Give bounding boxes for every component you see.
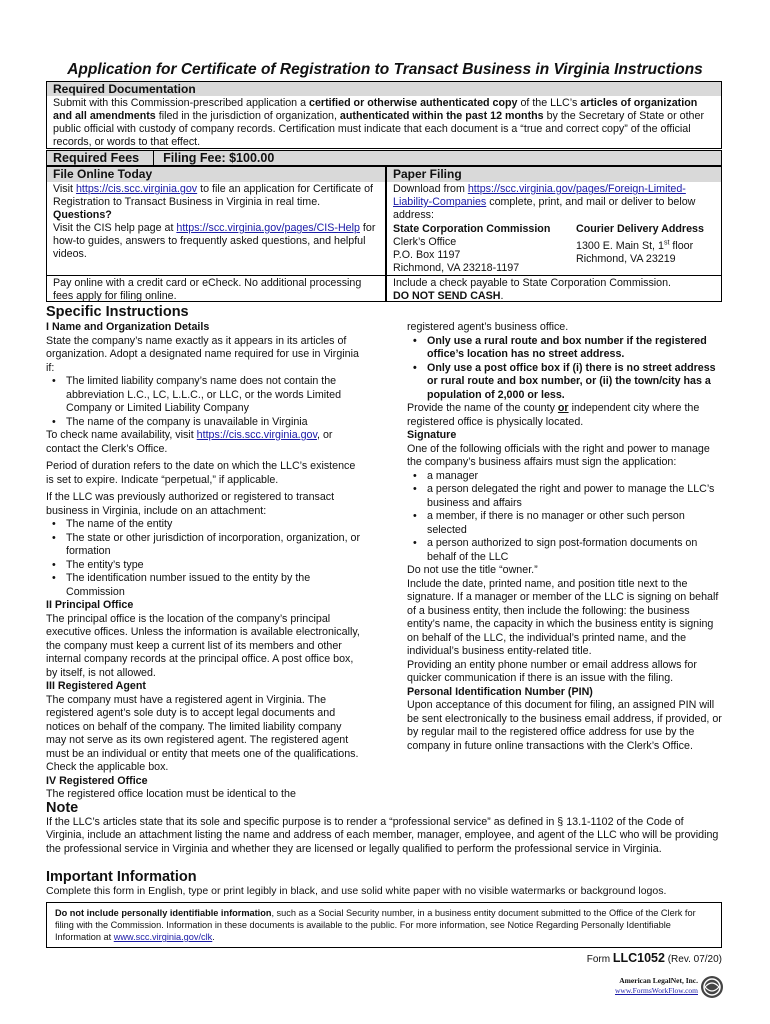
list-item: • The entity’s type <box>66 559 364 573</box>
signature-heading: Signature <box>407 429 457 441</box>
paper-filing-text <box>387 182 721 223</box>
section-1-heading: I Name and Organization Details <box>46 321 210 333</box>
text-span: by the Secretary of State or other public official with custody of company records. Certification must indicate that each document is a “true and correct copy” of the official records, or words to that effect. <box>53 110 705 148</box>
text-span: to file an application for Certificate of Registration to Transact Business in Virginia in real time. <box>53 183 373 208</box>
form-revision: (Rev. 07/20) <box>664 954 722 965</box>
logo-url[interactable]: www.FormsWorkFlow.com <box>614 986 698 995</box>
courier-line: Richmond, VA 23219 <box>576 252 676 265</box>
filing-fee: Filing Fee: $100.00 <box>163 151 275 165</box>
globe-icon <box>700 975 724 999</box>
bold-span: authenticated within the past 12 months <box>339 110 544 122</box>
divider <box>153 151 154 165</box>
list-item: • a person delegated the right and power to manage the LLC’s business and affairs <box>427 483 722 510</box>
text-span: , or contact the Clerk’s Office. <box>46 429 333 455</box>
list-item: • The identification number issued to the entity by the Commission <box>66 572 364 599</box>
signature-details-text: Include the date, printed name, and position title next to the signature. If a manager or member of the LLC is signing on behalf of a business entity, then include the following: the business entity’s name, the capacity in which the business entity is signing on behalf of the LLC, the individual’s printed name, and the individual’s business entity-related title. <box>407 577 719 657</box>
list-item: • a member, if there is no manager or other such person selected <box>427 510 722 537</box>
scc-line: Clerk’s Office <box>393 236 457 248</box>
text-span: independent city where the registered office is physically located. <box>407 402 700 428</box>
text-span: Provide the name of the county <box>407 402 558 414</box>
section-3-text: The company must have a registered agent in Virginia. The registered agent’s sole duty is to accept legal documents and notices on behalf of the company. The limited liability company may not serve as its own registered agent. The registered agent must be an individual or entity that meets one of the qualifications. Check the applicable box. <box>46 693 359 773</box>
required-fees-bar <box>46 150 722 166</box>
right-column <box>407 321 722 753</box>
page-title: Application for Certificate of Registration to Transact Business in Virginia Instructions <box>67 61 703 78</box>
signature-text: One of the following officials with the right and power to manage the company’s business affairs must sign the application: <box>407 442 710 468</box>
list-item: • a person authorized to sign post-formation documents on behalf of the LLC <box>427 537 722 564</box>
text-span: for how-to guides, answers to frequently asked questions, and helpful videos. <box>53 222 376 260</box>
cis-help-link[interactable]: https://scc.virginia.gov/pages/CIS-Help <box>176 222 360 234</box>
specific-instructions-heading: Specific Instructions <box>46 304 189 320</box>
name-conditions-list <box>46 375 364 429</box>
check-line: Include a check payable to State Corporation Commission. <box>393 277 672 289</box>
pii-link[interactable]: www.scc.virginia.gov/clk <box>113 932 213 942</box>
contact-text: Providing an entity phone number or email address allows for quicker communication if there is an issue with the filing. <box>407 658 697 684</box>
important-heading: Important Information <box>46 869 197 885</box>
american-legalnet-logo <box>610 973 724 1003</box>
section-2-text: The principal office is the location of the company’s principal executive offices. Unless the information is available electronically, the company must keep a current list of its members and other internal company records at the principal office. A post office box, by itself, is not allowed. <box>46 612 360 679</box>
owner-title-note: Do not use the title “owner.” <box>407 564 538 576</box>
file-online-heading: File Online Today <box>47 167 385 182</box>
required-fees-heading: Required Fees <box>53 151 140 165</box>
signer-list <box>407 470 722 565</box>
section-4-text: The registered office location must be identical to the <box>46 788 296 800</box>
text-span: of the LLC’s <box>517 97 581 109</box>
note-heading: Note <box>46 800 79 816</box>
list-item: • The limited liability company’s name does not contain the abbreviation L.C., LC, L.L.C., or LLC, or the words Limited Company or Limited Liability Company <box>66 375 364 416</box>
list-item: • Only use a rural route and box number if the registered office’s location has no street address. <box>427 335 722 362</box>
required-documentation-heading: Required Documentation <box>47 82 721 96</box>
important-text: Complete this form in English, type or print legibly in black, and use solid white paper with no visible watermarks or background logos. <box>46 885 667 897</box>
list-item: • Only use a post office box if (i) there is no street address or rural route and box number, or (ii) the town/city has a population of 2,000 or less. <box>427 362 722 403</box>
courier-line: 1300 E. Main St, 1st floor <box>576 239 694 252</box>
list-item: • a manager <box>427 470 722 484</box>
left-column <box>46 321 364 802</box>
scc-title: State Corporation Commission <box>393 223 551 235</box>
form-number <box>587 951 722 965</box>
paper-filing-box <box>386 166 722 302</box>
list-item: • The state or other jurisdiction of incorporation, organization, or formation <box>66 532 364 559</box>
file-online-box <box>46 166 386 302</box>
pin-heading: Personal Identification Number (PIN) <box>407 685 593 698</box>
form-id: LLC1052 <box>612 951 665 965</box>
name-availability-text <box>46 429 364 456</box>
or-emphasis: or <box>557 402 569 414</box>
text-span: Visit <box>53 183 76 195</box>
cis-link-2[interactable]: https://cis.scc.virginia.gov <box>196 429 318 441</box>
courier-address <box>576 223 721 266</box>
attachment-list <box>46 518 364 599</box>
pii-text: , such as a Social Security number, in a business entity document submitted to the Office of the Clerk for filing with the Commission. Information in these documents is available to the public. For more information, see Notice Regarding Personally Identifiable Information at <box>55 908 696 942</box>
previous-registration-text: If the LLC was previously authorized or registered to transact business in Virginia, include on an attachment: <box>46 491 335 517</box>
cis-link[interactable]: https://cis.scc.virginia.gov <box>75 183 198 195</box>
courier-title: Courier Delivery Address <box>576 223 704 235</box>
paper-download-link[interactable]: https://scc.virginia.gov/pages/Foreign-Limited-Liability-Companies <box>393 183 686 208</box>
list-item: • The name of the entity <box>66 518 364 532</box>
section-1-text: State the company’s name exactly as it appears in its articles of organization. Adopt a designated name required for use in Virginia if: <box>46 334 359 374</box>
section-3-heading: III Registered Agent <box>46 680 146 692</box>
bold-span: articles of organization and all amendments <box>53 97 698 122</box>
list-item: • The name of the company is unavailable in Virginia <box>66 416 364 430</box>
scc-line: P.O. Box 1197 <box>393 249 461 261</box>
pii-bold: Do not include personally identifiable information <box>55 908 272 918</box>
text-span: filed in the jurisdiction of organization, <box>155 110 340 122</box>
no-cash-notice: DO NOT SEND CASH <box>393 290 501 302</box>
paper-filing-heading: Paper Filing <box>387 167 721 182</box>
file-online-text <box>47 182 385 262</box>
registered-office-text: registered agent’s business office. <box>407 321 569 333</box>
section-2-heading: II Principal Office <box>46 599 134 611</box>
check-text: Include a check payable to State Corporation Commission. DO NOT SEND CASH. <box>387 275 721 304</box>
county-text <box>407 402 722 429</box>
scc-line: Richmond, VA 23218-1197 <box>393 262 520 274</box>
logo-company: American LegalNet, Inc. <box>619 976 698 985</box>
form-prefix: Form <box>586 954 613 965</box>
section-4-heading: IV Registered Office <box>46 774 148 787</box>
pii-notice <box>46 902 722 948</box>
pin-text: Upon acceptance of this document for filing, an assigned PIN will be sent electronically to the business email address, if provided, or by regular mail to the registered office address for use by the company in future online transactions with the Clerk’s Office. <box>407 699 722 752</box>
text-span: Download from <box>393 183 468 195</box>
pay-online-text: Pay online with a credit card or eCheck. No additional processing fees apply for filing online. <box>47 275 385 304</box>
scc-address <box>393 223 573 275</box>
registered-office-rules <box>407 335 722 403</box>
duration-text: Period of duration refers to the date on which the LLC’s existence is set to expire. Indicate “perpetual,” if applicable. <box>46 460 356 486</box>
bold-span: certified or otherwise authenticated copy <box>309 97 518 109</box>
text-span: complete, print, and mail or deliver to below address: <box>393 196 696 221</box>
text-span: . <box>212 932 215 942</box>
required-documentation-box <box>46 81 722 149</box>
note-text: If the LLC’s articles state that its sole and specific purpose is to render a “professional service” as defined in § 13.1-1102 of the Code of Virginia, include an attachment listing the name and address of each member, manager, employee, and agent of the LLC who will be providing the professional service in Virginia and whether they are licensed or legally qualified to perform the professional service in Virginia. <box>46 816 719 855</box>
questions-heading: Questions? <box>53 209 112 221</box>
text-span: Submit with this Commission-prescribed application a <box>53 97 310 109</box>
text-span: To check name availability, visit <box>46 429 197 441</box>
text-span: Visit the CIS help page at <box>53 222 177 234</box>
required-documentation-text <box>47 96 721 150</box>
